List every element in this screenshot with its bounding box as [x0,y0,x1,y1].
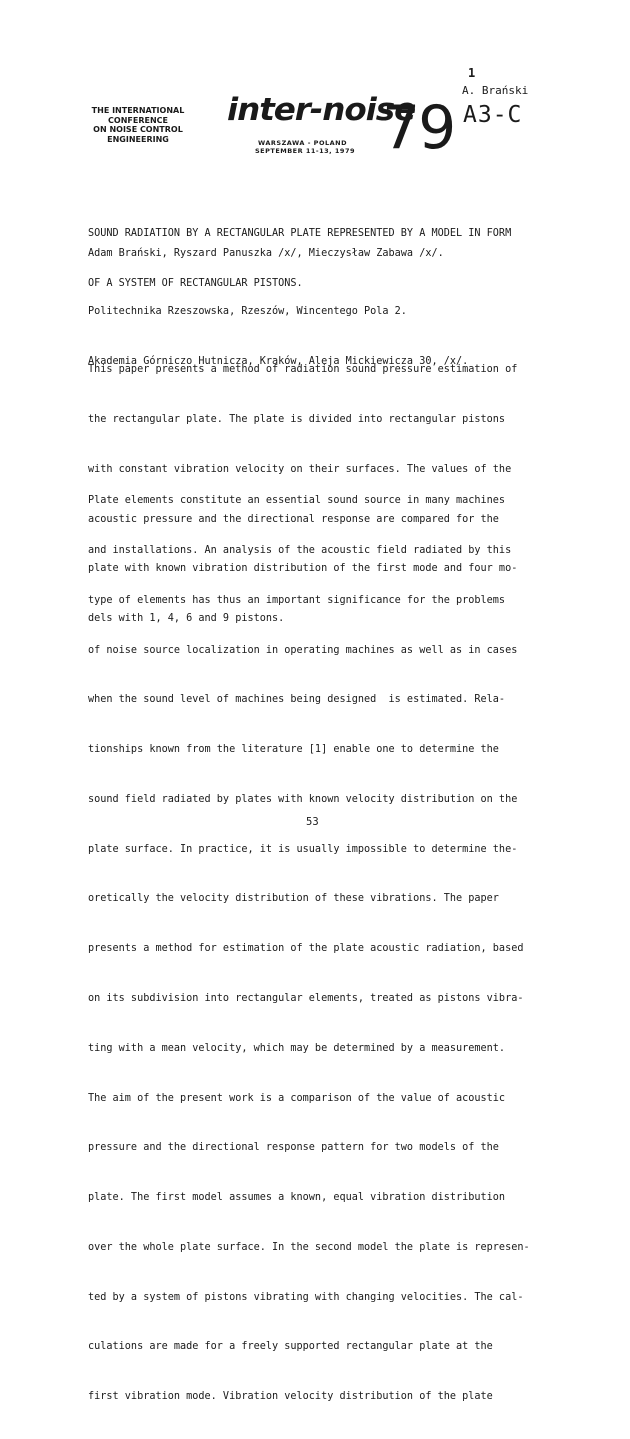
author-tag: A. Brański [462,84,529,97]
title-line: SOUND RADIATION BY A RECTANGULAR PLATE REPRESENTED BY A MODEL IN FORM [88,228,512,240]
abstract-line: with constant vibration velocity on their surfaces. The values of the [88,463,512,475]
page-number-top: 1 [468,66,476,80]
title-line: OF A SYSTEM OF RECTANGULAR PISTONS. [88,277,303,289]
body-line: culations are made for a freely supported rectangular plate at the [88,1341,493,1353]
affiliation-line: Akademia Górniczo Hutnicza, Kraków, Aleja Mickiewicza 30, /x/. [88,355,469,367]
body-line: type of elements has thus an important significance for the problems [88,594,506,606]
body-line: over the whole plate surface. In the second model the plate is represen- [88,1241,530,1253]
affiliation-line: Politechnika Rzeszowska, Rzeszów, Wincentego Pola 2. [88,306,407,318]
body-line: presents a method for estimation of the plate acoustic radiation, based [88,943,524,955]
body-line: and installations. An analysis of the acoustic field radiated by this [88,544,512,556]
conference-name-line: THE INTERNATIONAL [91,106,185,115]
body-text [88,460,530,1439]
body-line: pressure and the directional response pattern for two models of the [88,1142,499,1154]
body-line: sound field radiated by plates with known velocity distribution on the [88,793,518,805]
venue-date: SEPTEMBER 11-13, 1979 [255,147,356,155]
abstract-line: the rectangular plate. The plate is divided into rectangular pistons [88,413,506,425]
body-line: of noise source localization in operating machines as well as in cases [88,644,518,656]
venue-city: WARSZAWA - POLAND [258,139,347,147]
body-line: Plate elements constitute an essential sound source in many machines [88,495,506,507]
body-line: plate surface. In practice, it is usually impossible to determine the- [88,843,518,855]
conference-logo-text: inter-noise [227,92,416,128]
abstract-line: plate with known vibration distribution of the first mode and four mo- [88,563,518,575]
body-line: plate. The first model assumes a known, equal vibration distribution [88,1192,506,1204]
conference-name [88,106,188,144]
conference-name-line: ON NOISE CONTROL [93,125,183,134]
conference-logo-year: 79 [382,93,455,163]
page-folio: 53 [306,816,319,828]
body-line: oretically the velocity distribution of these vibrations. The paper [88,893,499,905]
abstract-line: dels with 1, 4, 6 and 9 pistons. [88,613,285,625]
body-line: first vibration mode. Vibration velocity distribution of the plate [88,1391,493,1403]
body-line: on its subdivision into rectangular elements, treated as pistons vibra- [88,993,524,1004]
abstract-line: acoustic pressure and the directional response are compared for the [88,513,499,525]
body-line: ted by a system of pistons vibrating with changing velocities. The cal- [88,1291,524,1303]
session-code: A3-C [463,102,523,128]
conference-name-line: ENGINEERING [107,134,169,144]
conference-name-line: CONFERENCE [108,115,168,125]
authors: Adam Brański, Ryszard Panuszka /x/, Mieczysław Zabawa /x/. [88,248,444,259]
abstract-line: This paper presents a method of radiation sound pressure estimation of [88,364,518,376]
body-line: tionships known from the literature [1] enable one to determine the [88,744,499,756]
body-line: when the sound level of machines being designed is estimated. Rela- [88,694,506,706]
body-line: The aim of the present work is a comparison of the value of acoustic [88,1092,506,1104]
body-line: ting with a mean velocity, which may be determined by a measurement. [88,1042,506,1054]
